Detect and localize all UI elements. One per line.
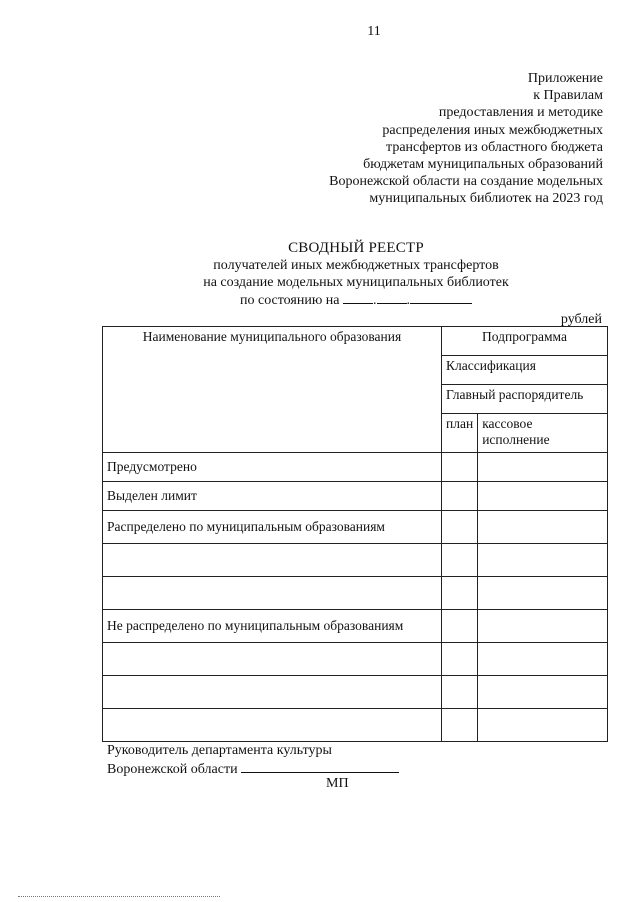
- cash-cell: [478, 610, 608, 643]
- appendix-line: распределения иных межбюджетных: [382, 122, 603, 138]
- cash-cell: [478, 709, 608, 742]
- table-row: [103, 610, 608, 643]
- cash-cell: [478, 577, 608, 610]
- municipality-name-header: Наименование муниципального образования: [103, 327, 442, 453]
- row-label: [103, 676, 442, 709]
- appendix-line: трансфертов из областного бюджета: [386, 139, 603, 155]
- table-row: [103, 709, 608, 742]
- plan-cell: [442, 577, 478, 610]
- signer-region-line: [107, 759, 399, 778]
- row-label: Не распределено по муниципальным образованиям: [103, 610, 442, 643]
- table-header-row: [103, 327, 608, 356]
- classification-header: Классификация: [442, 356, 608, 385]
- month-blank: [377, 291, 407, 304]
- appendix-line: к Правилам: [533, 88, 603, 104]
- row-label: [103, 709, 442, 742]
- signer-position: Руководитель департамента культуры: [107, 743, 332, 758]
- row-label: Выделен лимит: [103, 482, 442, 511]
- subprogram-header: Подпрограмма: [442, 327, 608, 356]
- row-label: [103, 577, 442, 610]
- day-blank: [343, 291, 373, 304]
- cash-cell: [478, 511, 608, 544]
- plan-cell: [442, 610, 478, 643]
- table-row: [103, 544, 608, 577]
- cash-cell: [478, 544, 608, 577]
- table-row: [103, 676, 608, 709]
- plan-cell: [442, 544, 478, 577]
- date-line: [0, 291, 640, 309]
- table-row: [103, 511, 608, 544]
- stamp-place: МП: [326, 776, 349, 791]
- plan-cell: [442, 709, 478, 742]
- signer-region: Воронежской области: [107, 762, 238, 777]
- plan-cell: [442, 511, 478, 544]
- footer-rule: [18, 896, 220, 897]
- units-label: рублей: [560, 312, 602, 327]
- row-label: Распределено по муниципальным образованиям: [103, 511, 442, 544]
- document-subtitle-line: получателей иных межбюджетных трансфертов: [213, 258, 499, 273]
- page-number: 11: [367, 24, 381, 39]
- cash-cell: [478, 482, 608, 511]
- appendix-line: Приложение: [527, 71, 603, 86]
- appendix-header: [329, 70, 603, 208]
- date-prefix: по состоянию на: [239, 293, 340, 308]
- plan-cell: [442, 643, 478, 676]
- appendix-line: предоставления и методике: [438, 105, 603, 121]
- row-label: Предусмотрено: [103, 453, 442, 482]
- table-row: [103, 577, 608, 610]
- plan-cell: [442, 482, 478, 511]
- year-blank: [410, 291, 472, 304]
- table-row: [103, 453, 608, 482]
- cash-cell: [478, 643, 608, 676]
- table-row: [103, 482, 608, 511]
- document-title: СВОДНЫЙ РЕЕСТР: [288, 240, 424, 256]
- cash-execution-header: кассовое исполнение: [478, 414, 608, 453]
- row-label: [103, 544, 442, 577]
- appendix-line: муниципальных библиотек на 2023 год: [369, 191, 603, 207]
- document-title-block: [0, 240, 640, 309]
- date-separator: .: [373, 293, 377, 308]
- main-manager-header: Главный распорядитель: [442, 385, 608, 414]
- cash-cell: [478, 453, 608, 482]
- plan-header: план: [442, 414, 478, 453]
- signature-block: [107, 742, 399, 778]
- date-separator: .: [406, 293, 411, 308]
- plan-cell: [442, 453, 478, 482]
- document-subtitle-line: на создание модельных муниципальных библиотек: [203, 275, 509, 290]
- table-row: [103, 643, 608, 676]
- appendix-line: бюджетам муниципальных образований: [363, 157, 603, 173]
- appendix-line: Воронежской области на создание модельных: [329, 174, 603, 190]
- registry-table: [102, 326, 608, 742]
- row-label: [103, 643, 442, 676]
- cash-cell: [478, 676, 608, 709]
- signature-line: [241, 759, 399, 773]
- plan-cell: [442, 676, 478, 709]
